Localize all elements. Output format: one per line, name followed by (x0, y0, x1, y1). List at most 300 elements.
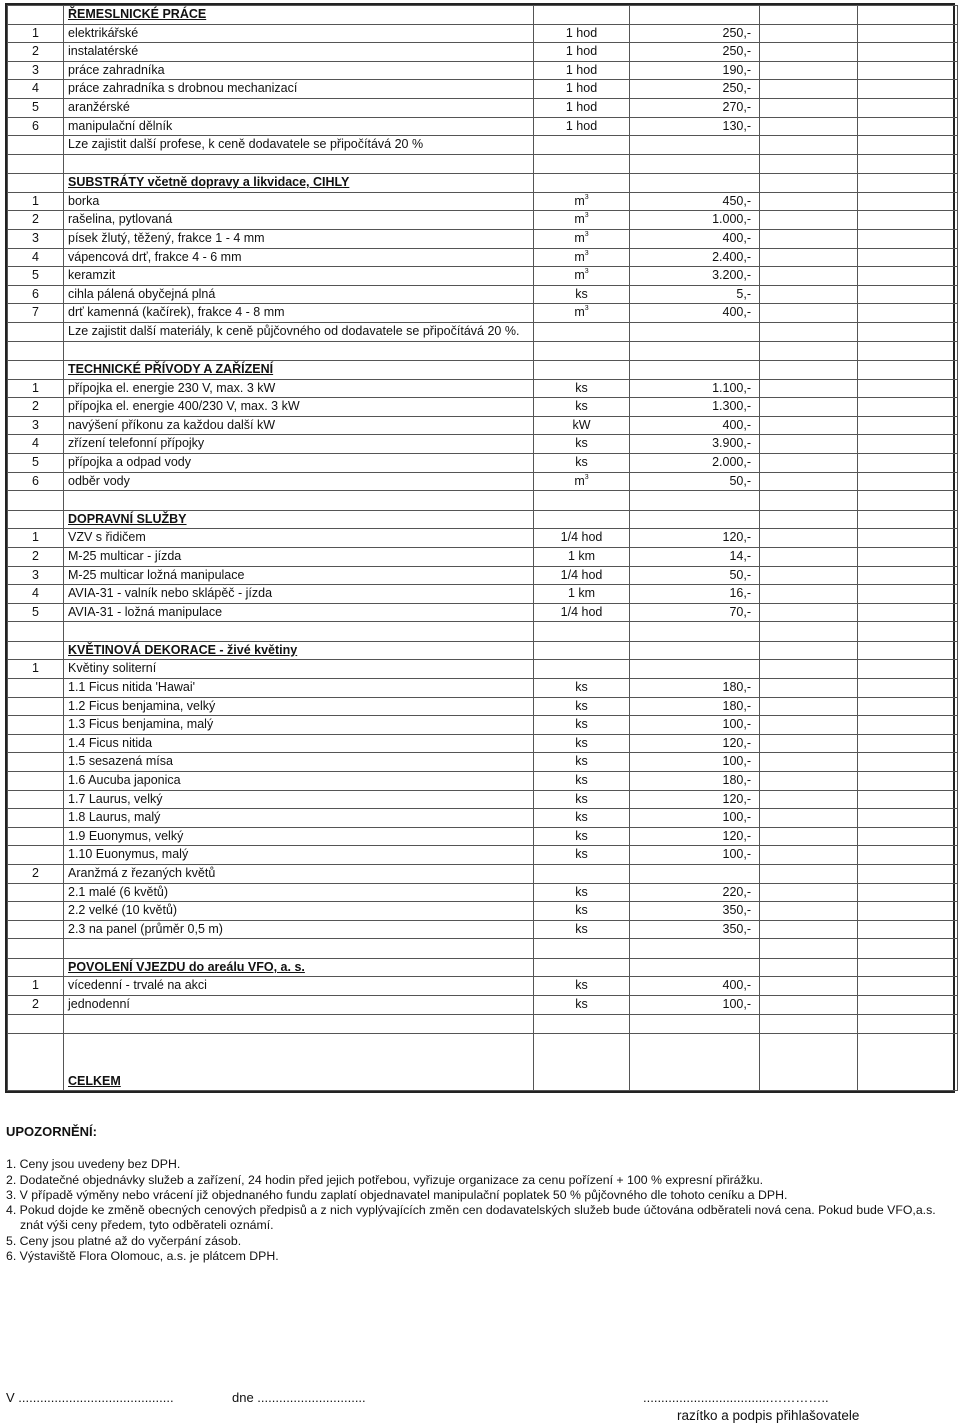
empty-cell (760, 361, 858, 380)
item-unit (534, 827, 630, 846)
item-price-text: 130,- (722, 118, 751, 133)
item-price-text: 100,- (722, 847, 751, 862)
row-number (8, 267, 64, 286)
item-unit (534, 809, 630, 828)
section-header-row (8, 641, 958, 660)
empty-cell (858, 80, 958, 99)
row-number-text: 3 (32, 62, 39, 77)
table-row (8, 734, 958, 753)
row-number-text: 3 (32, 417, 39, 432)
item-unit (534, 285, 630, 304)
section-note-row (8, 136, 958, 155)
empty-cell (858, 1014, 958, 1034)
item-description-text: cihla pálená obyčejná plná (68, 286, 216, 301)
item-unit-text: ks (575, 380, 588, 395)
row-number (8, 603, 64, 622)
spacer-row (8, 341, 958, 361)
row-number-text: 1 (32, 978, 39, 993)
item-unit-text: ks (575, 828, 588, 843)
item-unit-text: 1 hod (565, 81, 598, 96)
table-row (8, 472, 958, 491)
item-unit (534, 753, 630, 772)
empty-cell (630, 491, 760, 511)
item-price (630, 734, 760, 753)
empty-cell (760, 771, 858, 790)
item-description (64, 211, 534, 230)
item-price-text: 400,- (722, 305, 751, 320)
item-unit-text: ks (575, 286, 588, 301)
table-row (8, 585, 958, 604)
item-price (630, 679, 760, 698)
empty-cell (8, 491, 64, 511)
table-row (8, 864, 958, 883)
item-unit (534, 80, 630, 99)
notes-title: UPOZORNĚNÍ: (6, 1124, 97, 1139)
empty-cell (858, 323, 958, 342)
empty-cell (858, 679, 958, 698)
empty-cell (760, 435, 858, 454)
empty-cell (534, 136, 630, 155)
item-unit (534, 547, 630, 566)
empty-cell (760, 660, 858, 679)
table-row (8, 920, 958, 939)
item-unit-text: 1/4 hod (560, 567, 603, 582)
item-unit-text: 1/4 hod (560, 530, 603, 545)
item-unit (534, 603, 630, 622)
empty-cell (8, 6, 64, 25)
empty-cell (534, 491, 630, 511)
item-price (630, 416, 760, 435)
item-description (64, 603, 534, 622)
table-row (8, 529, 958, 548)
item-description (64, 977, 534, 996)
row-number (8, 846, 64, 865)
empty-cell (630, 361, 760, 380)
table-row (8, 61, 958, 80)
item-unit (534, 98, 630, 117)
item-description (64, 827, 534, 846)
item-description-text: jednodenní (68, 997, 130, 1011)
item-price (630, 211, 760, 230)
empty-cell (760, 174, 858, 193)
empty-cell (760, 585, 858, 604)
item-description-text: 1.2 Ficus benjamina, velký (68, 698, 216, 713)
empty-cell (8, 1034, 64, 1091)
row-number (8, 117, 64, 136)
empty-cell (858, 734, 958, 753)
item-price-text: 2.400,- (712, 249, 751, 264)
unit-exponent: 3 (584, 193, 589, 201)
item-price-text: 400,- (722, 417, 751, 432)
item-price (630, 902, 760, 921)
item-unit (534, 920, 630, 939)
row-number-text: 4 (32, 81, 39, 96)
empty-cell (858, 753, 958, 772)
row-number-text: 5 (32, 455, 39, 470)
item-unit (534, 304, 630, 323)
item-unit (534, 734, 630, 753)
item-description-text: přípojka el. energie 230 V, max. 3 kW (68, 380, 276, 395)
empty-cell (760, 622, 858, 642)
item-description-text: Květiny soliterní (68, 661, 157, 676)
item-price (630, 248, 760, 267)
item-unit-text: ks (575, 903, 588, 918)
section-title-text: KVĚTINOVÁ DEKORACE - živé květiny (68, 642, 298, 657)
row-number (8, 24, 64, 43)
row-number (8, 716, 64, 735)
empty-cell (760, 529, 858, 548)
empty-cell (760, 679, 858, 698)
item-unit-text: m (574, 249, 585, 264)
empty-cell (858, 566, 958, 585)
item-unit (534, 697, 630, 716)
empty-cell (858, 939, 958, 959)
empty-cell (858, 529, 958, 548)
item-price (630, 398, 760, 417)
item-unit (534, 566, 630, 585)
item-price-text: 120,- (722, 828, 751, 843)
empty-cell (858, 996, 958, 1015)
item-price (630, 920, 760, 939)
row-number-text: 4 (32, 586, 39, 601)
section-title-text: DOPRAVNÍ SLUŽBY (68, 511, 187, 526)
item-unit-text: m (574, 305, 585, 320)
item-description (64, 285, 534, 304)
item-price-text: 400,- (722, 231, 751, 246)
empty-cell (858, 174, 958, 193)
item-description-text: práce zahradníka (68, 62, 165, 77)
empty-cell (858, 117, 958, 136)
empty-cell (760, 697, 858, 716)
item-description-text: 1.6 Aucuba japonica (68, 772, 181, 787)
item-description-text: VZV s řidičem (68, 530, 146, 545)
price-list-table (7, 5, 958, 1091)
unit-exponent: 3 (584, 212, 589, 220)
empty-cell (760, 920, 858, 939)
section-note-text: Lze zajistit další profese, k ceně dodavatele se připočítává 20 % (68, 137, 424, 152)
item-unit-text: ks (575, 921, 588, 936)
row-number (8, 771, 64, 790)
row-number (8, 809, 64, 828)
item-unit-text: ks (575, 772, 588, 787)
item-price (630, 230, 760, 249)
item-description-text: vícedenní - trvalé na akci (68, 978, 207, 993)
row-number-text: 1 (32, 380, 39, 395)
item-description (64, 80, 534, 99)
table-row (8, 716, 958, 735)
empty-cell (8, 341, 64, 361)
empty-cell (760, 734, 858, 753)
empty-cell (630, 323, 760, 342)
section-title (64, 6, 534, 25)
item-price-text: 5,- (736, 286, 751, 301)
item-price-text: 100,- (722, 810, 751, 825)
item-unit (534, 61, 630, 80)
empty-cell (630, 174, 760, 193)
item-unit-text: ks (575, 884, 588, 899)
item-description (64, 902, 534, 921)
item-price (630, 883, 760, 902)
item-unit (534, 472, 630, 491)
item-unit (534, 902, 630, 921)
empty-cell (858, 61, 958, 80)
item-description (64, 809, 534, 828)
empty-cell (760, 341, 858, 361)
item-price (630, 846, 760, 865)
empty-cell (760, 716, 858, 735)
empty-cell (858, 920, 958, 939)
item-price (630, 435, 760, 454)
empty-cell (534, 958, 630, 977)
empty-cell (858, 6, 958, 25)
item-price-text: 100,- (722, 717, 751, 732)
row-number-text: 7 (32, 305, 39, 320)
price-list-table-frame (5, 3, 955, 1093)
item-unit (534, 398, 630, 417)
empty-cell (630, 136, 760, 155)
empty-cell (534, 174, 630, 193)
empty-cell (64, 154, 534, 174)
item-price (630, 660, 760, 679)
item-description-text: borka (68, 193, 100, 208)
empty-cell (760, 902, 858, 921)
notes-block (6, 1124, 951, 1264)
item-price-text: 180,- (722, 680, 751, 694)
total-row (8, 1034, 958, 1091)
table-row (8, 566, 958, 585)
item-description-text: AVIA-31 - valník nebo sklápěč - jízda (68, 586, 273, 601)
item-unit (534, 864, 630, 883)
item-price (630, 996, 760, 1015)
empty-cell (630, 622, 760, 642)
empty-cell (760, 211, 858, 230)
section-header-row (8, 361, 958, 380)
row-number (8, 679, 64, 698)
empty-cell (858, 24, 958, 43)
table-row (8, 790, 958, 809)
item-unit-text: 1 hod (565, 118, 598, 133)
item-description (64, 416, 534, 435)
row-number (8, 883, 64, 902)
empty-cell (760, 958, 858, 977)
table-row (8, 809, 958, 828)
table-row (8, 454, 958, 473)
table-row (8, 902, 958, 921)
empty-cell (760, 6, 858, 25)
row-number-text: 1 (32, 25, 39, 40)
item-description (64, 585, 534, 604)
item-unit-text: m (574, 212, 585, 227)
item-price (630, 454, 760, 473)
empty-cell (858, 1034, 958, 1091)
table-row (8, 416, 958, 435)
item-price-text: 270,- (722, 99, 751, 114)
empty-cell (534, 1034, 630, 1091)
item-description (64, 547, 534, 566)
spacer-row (8, 1014, 958, 1034)
item-unit (534, 248, 630, 267)
empty-cell (534, 154, 630, 174)
item-price (630, 43, 760, 62)
item-description-text: navýšení příkonu za každou další kW (68, 417, 276, 432)
item-unit-text: 1 hod (565, 99, 598, 114)
item-description-text: zřízení telefonní přípojky (68, 436, 205, 451)
item-unit (534, 454, 630, 473)
item-unit (534, 716, 630, 735)
empty-cell (858, 341, 958, 361)
empty-cell (858, 285, 958, 304)
item-description (64, 379, 534, 398)
table-row (8, 977, 958, 996)
empty-cell (858, 622, 958, 642)
empty-cell (630, 958, 760, 977)
spacer-row (8, 622, 958, 642)
row-number (8, 827, 64, 846)
item-price-text: 180,- (722, 772, 751, 787)
row-number-text: 2 (32, 548, 39, 563)
section-note (64, 323, 534, 342)
unit-exponent: 3 (584, 305, 589, 313)
empty-cell (760, 98, 858, 117)
section-title-text: SUBSTRÁTY včetně dopravy a likvidace, CIHLY (68, 175, 350, 190)
item-price (630, 864, 760, 883)
signature-date: dne .............................. (232, 1390, 366, 1405)
empty-cell (858, 827, 958, 846)
section-header-row (8, 958, 958, 977)
table-row (8, 660, 958, 679)
item-unit-text: kW (572, 417, 591, 432)
item-description (64, 864, 534, 883)
item-unit-text: ks (575, 997, 588, 1011)
empty-cell (858, 304, 958, 323)
empty-cell (760, 827, 858, 846)
row-number-text: 6 (32, 473, 39, 488)
empty-cell (64, 939, 534, 959)
row-number (8, 566, 64, 585)
note-item: 1. Ceny jsou uvedeny bez DPH. (6, 1157, 181, 1172)
item-description-text: elektrikářské (68, 25, 139, 40)
row-number-text: 5 (32, 604, 39, 619)
empty-cell (858, 958, 958, 977)
item-description-text: instalatérské (68, 44, 139, 59)
empty-cell (630, 6, 760, 25)
empty-cell (858, 697, 958, 716)
item-unit-text: ks (575, 436, 588, 451)
section-header-row (8, 510, 958, 529)
empty-cell (760, 641, 858, 660)
table-row (8, 697, 958, 716)
item-description (64, 435, 534, 454)
row-number (8, 472, 64, 491)
item-description-text: 1.7 Laurus, velký (68, 791, 163, 806)
empty-cell (760, 1014, 858, 1034)
empty-cell (858, 846, 958, 865)
spacer-row (8, 491, 958, 511)
unit-exponent: 3 (584, 231, 589, 239)
empty-cell (760, 566, 858, 585)
item-unit (534, 211, 630, 230)
item-unit-text: m (574, 268, 585, 283)
item-price (630, 304, 760, 323)
empty-cell (858, 603, 958, 622)
empty-cell (8, 136, 64, 155)
empty-cell (64, 491, 534, 511)
item-unit (534, 117, 630, 136)
table-row (8, 603, 958, 622)
row-number-text: 2 (32, 44, 39, 59)
empty-cell (760, 230, 858, 249)
item-price (630, 267, 760, 286)
row-number-text: 2 (32, 997, 39, 1011)
row-number (8, 192, 64, 211)
row-number (8, 304, 64, 323)
section-note-row (8, 323, 958, 342)
item-description-text: 2.3 na panel (průměr 0,5 m) (68, 921, 223, 936)
row-number (8, 734, 64, 753)
item-description (64, 996, 534, 1015)
empty-cell (858, 864, 958, 883)
row-number (8, 697, 64, 716)
table-row (8, 211, 958, 230)
empty-cell (534, 341, 630, 361)
table-row (8, 285, 958, 304)
item-description-text: vápencová drť, frakce 4 - 6 mm (68, 249, 242, 264)
row-number-text: 6 (32, 286, 39, 301)
item-price-text: 100,- (722, 997, 751, 1011)
table-row (8, 679, 958, 698)
empty-cell (858, 398, 958, 417)
row-number (8, 753, 64, 772)
empty-cell (858, 883, 958, 902)
item-unit-text: 1 km (567, 586, 596, 601)
empty-cell (534, 510, 630, 529)
item-price-text: 3.200,- (712, 268, 751, 283)
item-description-text: přípojka el. energie 400/230 V, max. 3 kW (68, 399, 300, 414)
row-number-text: 6 (32, 118, 39, 133)
row-number (8, 920, 64, 939)
empty-cell (858, 154, 958, 174)
empty-cell (760, 80, 858, 99)
empty-cell (858, 902, 958, 921)
spacer-row (8, 939, 958, 959)
empty-cell (858, 716, 958, 735)
empty-cell (760, 753, 858, 772)
item-unit (534, 43, 630, 62)
row-number (8, 529, 64, 548)
item-description-text: 1.5 sesazená mísa (68, 754, 173, 769)
item-description (64, 566, 534, 585)
table-row (8, 230, 958, 249)
table-row (8, 547, 958, 566)
item-description (64, 117, 534, 136)
row-number-text: 2 (32, 399, 39, 414)
section-title (64, 361, 534, 380)
section-note-text: Lze zajistit další materiály, k ceně půjčovného od dodavatele se připočítává 20 %. (68, 324, 520, 338)
item-price (630, 379, 760, 398)
empty-cell (534, 361, 630, 380)
empty-cell (8, 174, 64, 193)
item-unit-text: 1 hod (565, 62, 598, 77)
item-price (630, 24, 760, 43)
empty-cell (760, 248, 858, 267)
empty-cell (760, 864, 858, 883)
item-price (630, 827, 760, 846)
item-description (64, 679, 534, 698)
row-number (8, 285, 64, 304)
item-price (630, 566, 760, 585)
item-unit-text: ks (575, 810, 588, 825)
note-item: 6. Výstaviště Flora Olomouc, a.s. je plátcem DPH. (6, 1249, 279, 1264)
